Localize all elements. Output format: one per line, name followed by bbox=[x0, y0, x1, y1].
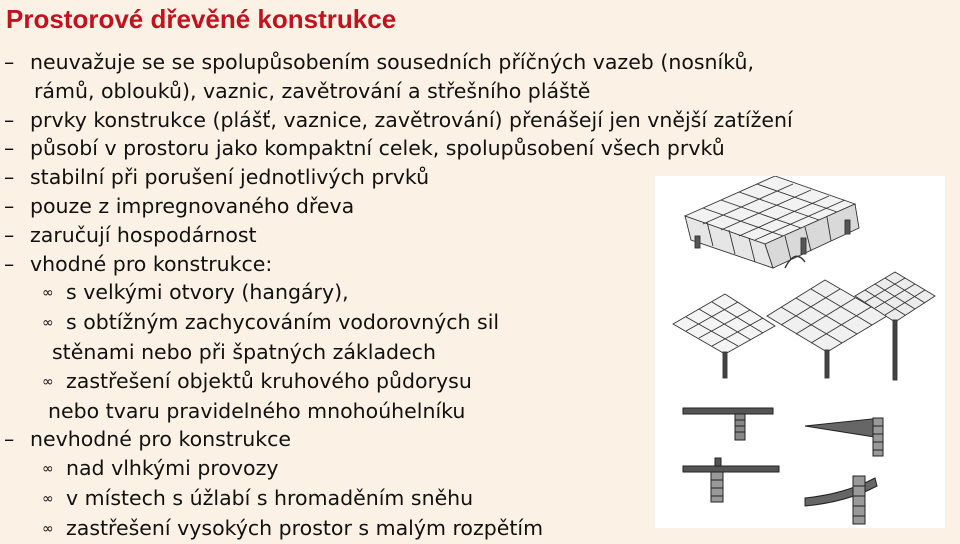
sub-list-item: ∞ s obtížným zachycováním vodorovných sil bbox=[4, 308, 934, 338]
dash-marker: – bbox=[4, 251, 15, 276]
sub-list-item: ∞ s velkými otvory (hangáry), bbox=[4, 278, 934, 308]
dash-marker: – bbox=[4, 427, 15, 452]
sub-list-item: ∞ nad vlhkými provozy bbox=[4, 454, 934, 484]
infinity-bullet-icon: ∞ bbox=[42, 285, 54, 302]
list-item-continuation: rámů, oblouků), vaznic, zavětrování a střešního pláště bbox=[34, 78, 591, 103]
dash-marker: – bbox=[4, 136, 15, 161]
cantilever-sections-illustration bbox=[683, 408, 883, 524]
hyperbolic-paraboloid-shells-illustration bbox=[673, 272, 935, 380]
list-item: – pouze z impregnovaného dřeva bbox=[4, 192, 934, 221]
dash-marker: – bbox=[4, 50, 15, 74]
dash-marker: – bbox=[4, 222, 15, 247]
slide-title: Prostorové dřevěné konstrukce bbox=[6, 4, 397, 34]
infinity-bullet-icon: ∞ bbox=[42, 490, 54, 507]
structures-illustration bbox=[655, 176, 945, 528]
sub-list-item-continuation: nebo tvaru pravidelného mnohoúhelníku bbox=[48, 398, 466, 423]
sub-list-item-continuation: stěnami nebo při špatných základech bbox=[52, 339, 436, 364]
list-item: – nevhodné pro konstrukce bbox=[4, 425, 934, 454]
list-item: – vhodné pro konstrukce: bbox=[4, 250, 934, 279]
infinity-bullet-icon: ∞ bbox=[42, 315, 54, 332]
sub-list-item: ∞ zastřešení vysokých prostor s malým rozpětím bbox=[4, 514, 934, 544]
list-item: – působí v prostoru jako kompaktní celek, spolupůsobení všech prvků bbox=[4, 134, 934, 163]
list-item: – stabilní při porušení jednotlivých prvků bbox=[4, 163, 934, 192]
dash-marker: – bbox=[4, 107, 15, 132]
dash-marker: – bbox=[4, 165, 15, 190]
list-item: – prvky konstrukce (plášť, vaznice, zavětrování) přenášejí jen vnější zatížení bbox=[4, 106, 934, 135]
sub-list-item: ∞ v místech s úžlabí s hromaděním sněhu bbox=[4, 484, 934, 514]
list-item: – zaručují hospodárnost bbox=[4, 221, 934, 250]
infinity-bullet-icon: ∞ bbox=[42, 520, 54, 537]
infinity-bullet-icon: ∞ bbox=[42, 373, 54, 390]
dash-marker: – bbox=[4, 193, 15, 218]
sub-list-item: ∞ zastřešení objektů kruhového půdorysu bbox=[4, 367, 934, 397]
infinity-bullet-icon: ∞ bbox=[42, 461, 54, 478]
list-item: – neuvažuje se se spolupůsobením sousedních příčných vazeb (nosníků, bbox=[4, 48, 934, 77]
hipped-grid-roof-illustration bbox=[685, 176, 859, 268]
